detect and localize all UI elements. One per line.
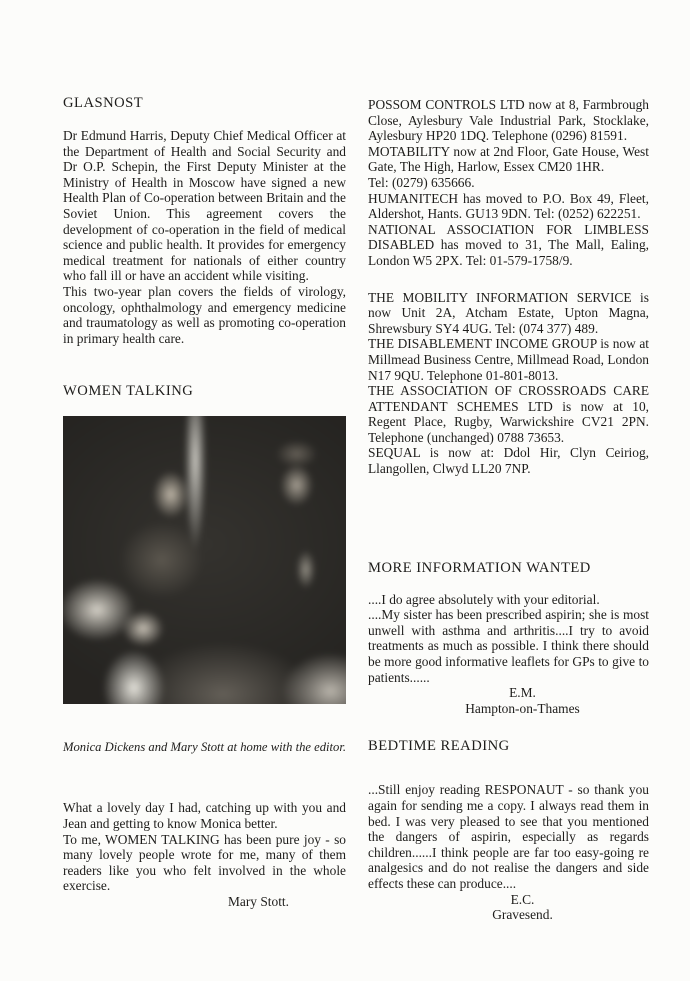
- more-information-wanted-heading: MORE INFORMATION WANTED: [368, 559, 591, 576]
- address-entry: NATIONAL ASSOCIATION FOR LIMBLESS DISABLED has moved to 31, The Mall, Ealing, London W5 2PX. Tel: 01-579-1758/9.: [368, 221, 649, 268]
- address-entry: SEQUAL is now at: Ddol Hir, Clyn Ceiriog, Llangollen, Clwyd LL20 7NP.: [368, 445, 649, 477]
- right-column: [368, 97, 649, 923]
- women-talking-photo: [63, 416, 346, 704]
- address-entry: THE DISABLEMENT INCOME GROUP is now at Millmead Business Centre, Millmead Road, London N17 9QU. Telephone 01-801-8013.: [368, 336, 649, 383]
- left-column: [63, 95, 346, 909]
- signature-mary-stott: Mary Stott.: [227, 893, 289, 909]
- glasnost-paragraph-1: Dr Edmund Harris, Deputy Chief Medical Officer at the Department of Health and Social Security and Dr O.P. Schepin, the First Deputy Minister at the Ministry of Health in Moscow have signed a new Health Plan of Co-operation between Britain and the Soviet Union. This agreement covers the development of co-operation in the field of medical science and public health. It provides for emergency medical treatment for nationals of either country who fall ill or have an accident while visiting.: [63, 128, 346, 284]
- more-information-line-1: ....I do agree absolutely with your editorial.: [368, 591, 600, 607]
- address-entry: POSSOM CONTROLS LTD now at 8, Farmbrough Close, Aylesbury Vale Industrial Park, Stocklake, Aylesbury HP20 1DQ. Telephone (0296) 81591.: [368, 97, 649, 144]
- signature-place-hampton: Hampton-on-Thames: [465, 700, 580, 716]
- women-talking-heading: WOMEN TALKING: [63, 383, 194, 400]
- address-updates-block-2: [368, 290, 649, 477]
- address-entry: HUMANITECH has moved to P.O. Box 49, Fleet, Aldershot, Hants. GU13 9DN. Tel: (0252) 622251.: [368, 190, 649, 222]
- address-entry: THE MOBILITY INFORMATION SERVICE is now Unit 2A, Atcham Estate, Upton Magna, Shrewsbury SY4 4UG. Tel: (074 377) 489.: [368, 289, 649, 336]
- bedtime-reading-heading: BEDTIME READING: [368, 738, 510, 755]
- address-entry: MOTABILITY now at 2nd Floor, Gate House, West Gate, The High, Harlow, Essex CM20 1HR.: [368, 143, 649, 175]
- photo-caption: Monica Dickens and Mary Stott at home with the editor.: [63, 740, 346, 755]
- signature-ec: E.C.: [510, 891, 535, 907]
- mary-stott-letter-paragraph-1: What a lovely day I had, catching up with you and Jean and getting to know Monica better.: [63, 800, 346, 831]
- glasnost-paragraph-2: This two-year plan covers the fields of virology, oncology, ophthalmology and emergency medicine and traumatology as well as promoting co-operation in primary health care.: [63, 283, 346, 346]
- address-entry: Tel: (0279) 635666.: [368, 174, 475, 190]
- signature-em: E.M.: [509, 685, 536, 701]
- mary-stott-letter-paragraph-2: To me, WOMEN TALKING has been pure joy - so many lovely people wrote for me, many of them readers like you who felt involved in the whole exercise.: [63, 831, 346, 894]
- bedtime-reading-paragraph: ...Still enjoy reading RESPONAUT - so thank you again for sending me a copy. I always read them in bed. I was very pleased to see that you mentioned the dangers of aspirin, especially as regards children......I think people are far too easy-going re analgesics and do not realise the dangers and side effects these can produce....: [368, 782, 649, 891]
- address-updates-block-1: [368, 97, 649, 269]
- address-entry: THE ASSOCIATION OF CROSSROADS CARE ATTENDANT SCHEMES LTD is now at 10, Regent Place, Rugby, Warwickshire CV21 2PN. Telephone (unchanged) 0788 73653.: [368, 383, 649, 445]
- signature-place-gravesend: Gravesend.: [492, 907, 553, 923]
- glasnost-heading: GLASNOST: [63, 95, 144, 111]
- photo-image: [63, 416, 346, 704]
- more-information-paragraph: ....My sister has been prescribed aspirin; she is most unwell with asthma and arthritis....I try to avoid treatments as much as possible. I think there should be more good informative leaflets for GPs to give to patients......: [368, 607, 649, 685]
